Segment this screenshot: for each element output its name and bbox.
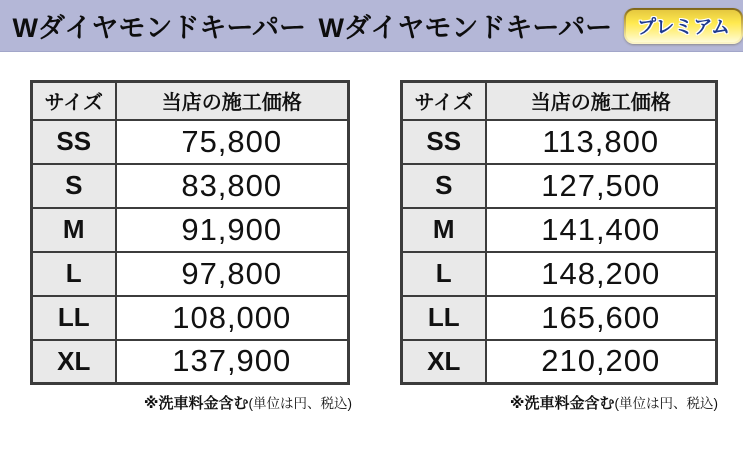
size-cell: XL — [402, 340, 486, 384]
price-cell: 141,400 — [486, 208, 717, 252]
premium-badge-label: プレミアム — [637, 16, 730, 38]
price-cell: 97,800 — [116, 252, 349, 296]
table-row — [402, 120, 717, 164]
price-cell: 108,000 — [116, 296, 349, 340]
size-cell: S — [32, 164, 116, 208]
size-cell: L — [32, 252, 116, 296]
price-cell: 91,900 — [116, 208, 349, 252]
price-cell: 113,800 — [486, 120, 717, 164]
size-cell: M — [402, 208, 486, 252]
premium-footnote — [400, 392, 718, 413]
premium-price-table — [400, 80, 718, 385]
table-header-row — [32, 82, 349, 120]
price-column-header: 当店の施工価格 — [486, 82, 717, 120]
premium-price-column — [400, 80, 718, 413]
size-cell: XL — [32, 340, 116, 384]
title-bar-right — [318, 6, 743, 45]
premium-badge-inner — [626, 10, 741, 42]
price-cell: 210,200 — [486, 340, 717, 384]
table-row — [402, 252, 717, 296]
table-header-row — [402, 82, 717, 120]
standard-footnote — [30, 392, 352, 413]
table-row — [32, 296, 349, 340]
price-cell: 127,500 — [486, 164, 717, 208]
size-cell: SS — [32, 120, 116, 164]
table-row — [402, 208, 717, 252]
premium-badge — [624, 8, 743, 44]
title-bar-left — [0, 6, 318, 45]
size-cell: LL — [402, 296, 486, 340]
table-row — [32, 164, 349, 208]
table-row — [402, 164, 717, 208]
right-plan-title: Wダイヤモンドキーパー — [318, 13, 613, 43]
title-bar — [0, 0, 743, 52]
table-row — [32, 120, 349, 164]
price-cell: 83,800 — [116, 164, 349, 208]
tables-area — [0, 52, 743, 413]
left-plan-title: Wダイヤモンドキーパー — [12, 13, 307, 43]
size-cell: LL — [32, 296, 116, 340]
table-row — [32, 340, 349, 384]
size-cell: M — [32, 208, 116, 252]
footnote-bold-text: ※洗車料金含む — [509, 395, 615, 412]
price-cell: 137,900 — [116, 340, 349, 384]
standard-price-column — [30, 80, 352, 413]
size-cell: S — [402, 164, 486, 208]
size-cell: SS — [402, 120, 486, 164]
price-column-header: 当店の施工価格 — [116, 82, 349, 120]
price-cell: 75,800 — [116, 120, 349, 164]
table-row — [402, 296, 717, 340]
size-column-header: サイズ — [32, 82, 116, 120]
table-row — [32, 252, 349, 296]
table-row — [32, 208, 349, 252]
footnote-normal-text: (単位は円、税込) — [248, 396, 352, 411]
footnote-normal-text: (単位は円、税込) — [614, 396, 718, 411]
standard-price-table — [30, 80, 350, 385]
footnote-bold-text: ※洗車料金含む — [143, 395, 249, 412]
price-cell: 148,200 — [486, 252, 717, 296]
price-cell: 165,600 — [486, 296, 717, 340]
table-row — [402, 340, 717, 384]
size-cell: L — [402, 252, 486, 296]
size-column-header: サイズ — [402, 82, 486, 120]
